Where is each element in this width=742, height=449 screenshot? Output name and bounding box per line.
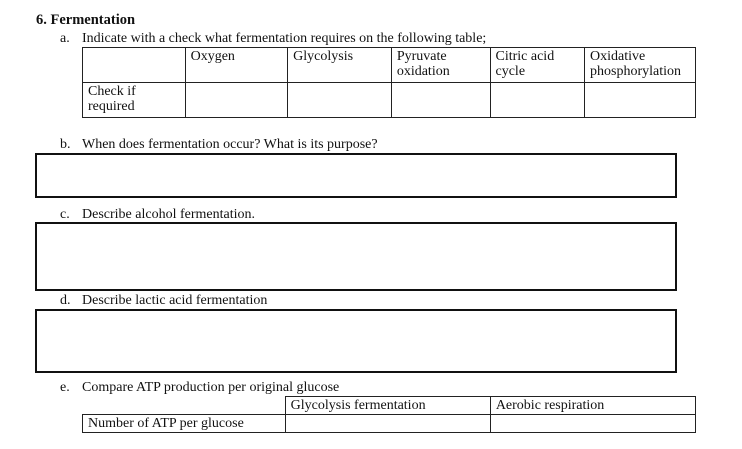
check-cell-pyruvate-oxidation[interactable]: [391, 83, 490, 118]
column-header-pyruvate-oxidation: Pyruvate oxidation: [391, 48, 490, 83]
atp-comparison-table: [82, 396, 696, 433]
item-c-prompt-row: [60, 207, 255, 223]
check-cell-glycolysis[interactable]: [288, 83, 392, 118]
section-title: 6. Fermentation: [36, 12, 136, 28]
column-header-aerobic-respiration: Aerobic respiration: [490, 397, 695, 415]
table-corner-cell: [83, 397, 286, 415]
column-header-oxidative-phosphorylation: Oxidative phosphorylation: [585, 48, 696, 83]
item-e-prompt: Compare ATP production per original glucose: [82, 380, 340, 395]
item-b-prompt: When does fermentation occur? What is its purpose?: [82, 137, 378, 152]
answer-box-c[interactable]: [35, 222, 677, 291]
table-header-row: [83, 397, 696, 415]
column-header-citric-acid-cycle: Citric acid cycle: [490, 48, 585, 83]
item-e-prompt-row: [60, 380, 339, 396]
fermentation-requirements-table: [82, 47, 696, 118]
item-b-prompt-row: [60, 137, 378, 153]
item-c-prompt: Describe alcohol fermentation.: [82, 207, 255, 222]
item-a-letter: a.: [60, 31, 70, 46]
answer-cell-aerobic-respiration[interactable]: [490, 415, 695, 433]
item-d-letter: d.: [60, 293, 71, 308]
item-c-letter: c.: [60, 207, 70, 222]
answer-cell-glycolysis-fermentation[interactable]: [285, 415, 490, 433]
item-e-letter: e.: [60, 380, 70, 395]
check-cell-citric-acid-cycle[interactable]: [490, 83, 585, 118]
row-label-number-of-atp: Number of ATP per glucose: [83, 415, 286, 433]
answer-box-b[interactable]: [35, 153, 677, 198]
item-d-prompt: Describe lactic acid fermentation: [82, 293, 268, 308]
answer-box-d[interactable]: [35, 309, 677, 373]
table-row: [83, 83, 696, 118]
item-b-letter: b.: [60, 137, 71, 152]
item-a-prompt: Indicate with a check what fermentation requires on the following table;: [82, 31, 487, 46]
row-label-check-if-required: Check if required: [83, 83, 186, 118]
table-corner-cell: [83, 48, 186, 83]
column-header-glycolysis: Glycolysis: [288, 48, 392, 83]
item-d-prompt-row: [60, 293, 267, 309]
column-header-oxygen: Oxygen: [185, 48, 288, 83]
check-cell-oxygen[interactable]: [185, 83, 288, 118]
column-header-glycolysis-fermentation: Glycolysis fermentation: [285, 397, 490, 415]
table-header-row: [83, 48, 696, 83]
table-row: [83, 415, 696, 433]
item-a-prompt-row: [60, 31, 486, 47]
check-cell-oxidative-phosphorylation[interactable]: [585, 83, 696, 118]
